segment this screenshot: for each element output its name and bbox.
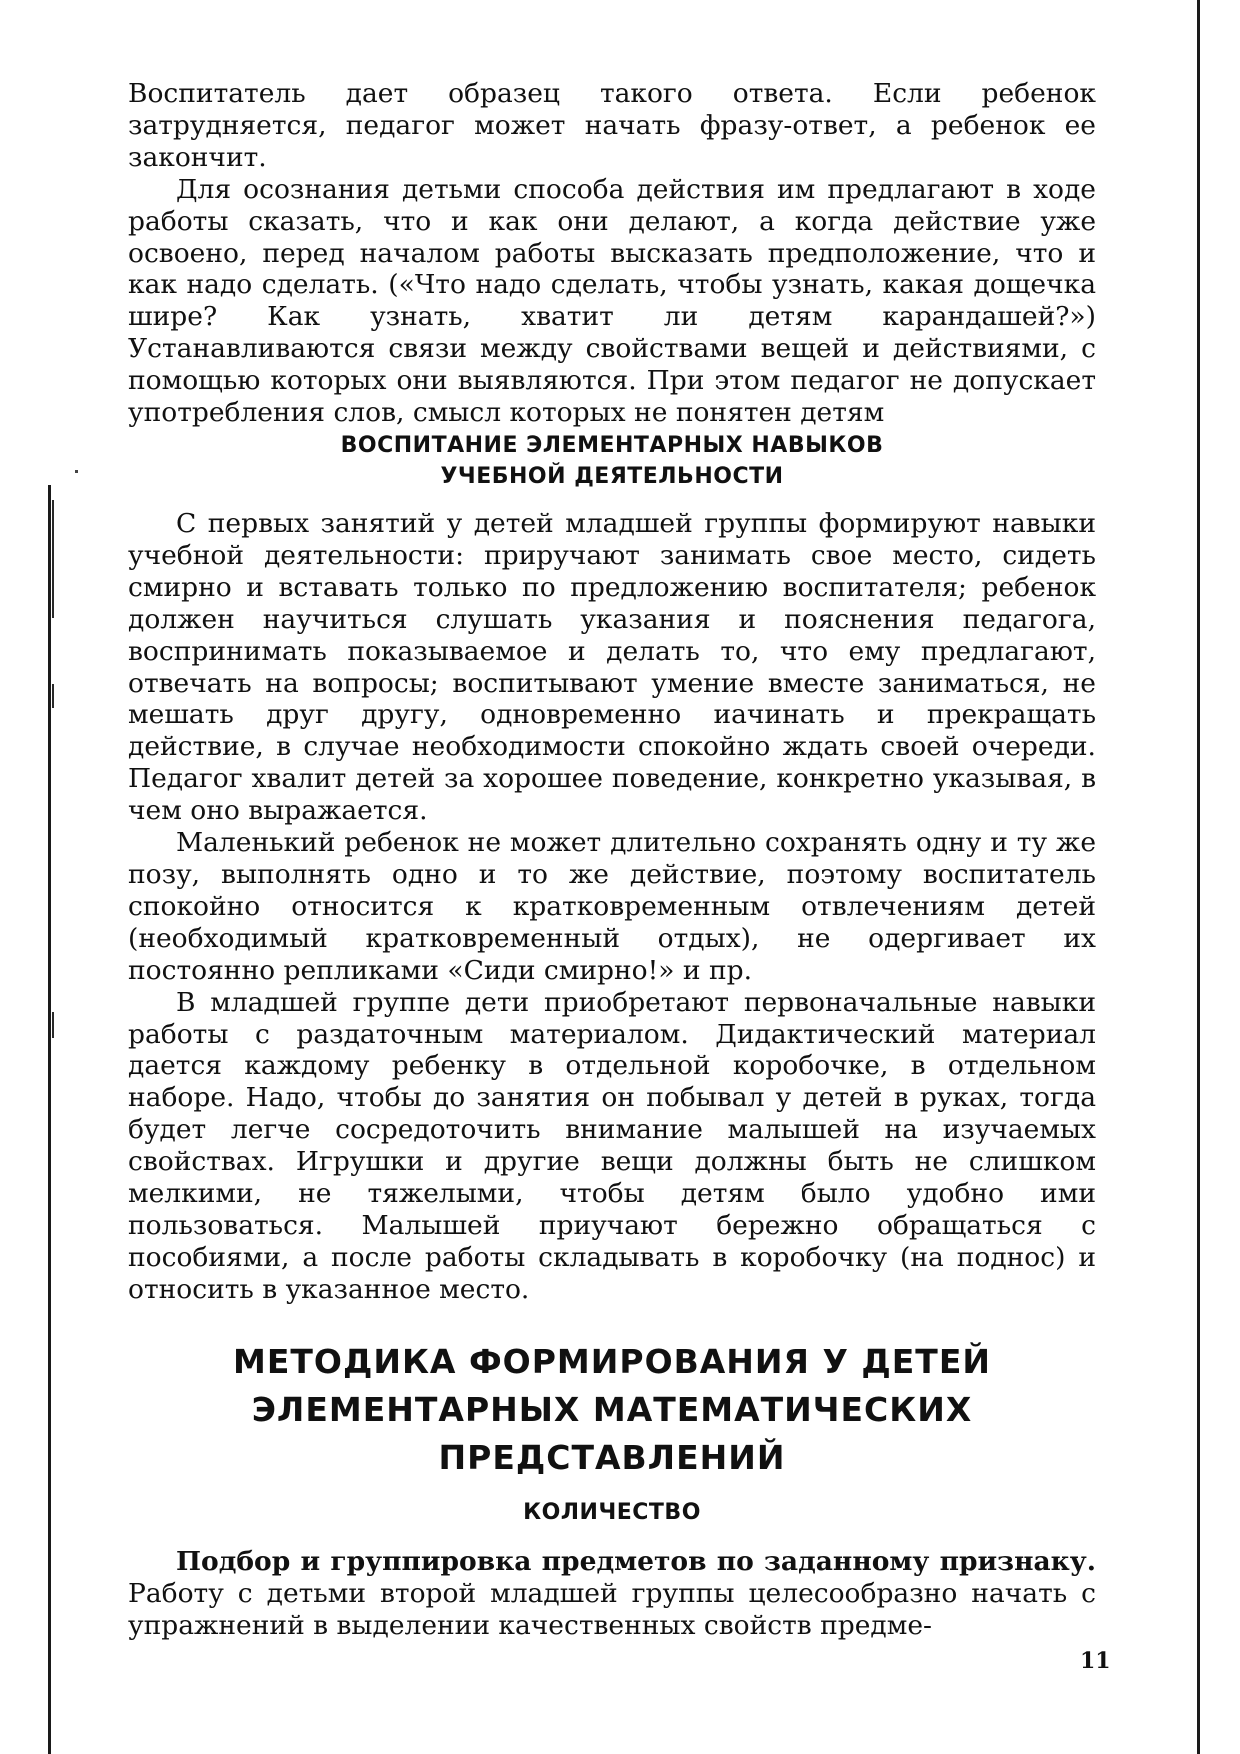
subheading-block: [128, 1497, 1096, 1528]
page-edge-left: [48, 485, 51, 1754]
chapter-title-line: ЭЛЕМЕНТАРНЫХ МАТЕМАТИЧЕСКИХ: [251, 1390, 973, 1429]
margin-mark: [52, 1012, 54, 1038]
paragraph: С первых занятий у детей младшей группы формируют навыки учебной деятельности: приручают занимать свое место, сидеть смирно и вставать только по предложению воспитателя; ребенок должен научиться слушать указания и пояснения педагога, воспринимать показываемое и делать то, что ему предлагают, отвечать на вопросы; воспитывают умение вместе заниматься, не мешать друг другу, одновременно иачинать и прекращать действие, в случае необходимости спокойно ждать своей очереди. Педагог хвалит детей за хорошее поведение, конкретно указывая, в чем оно выражается.: [128, 508, 1096, 827]
margin-dot: [75, 470, 78, 473]
chapter-title-line: ПРЕДСТАВЛЕНИЙ: [438, 1438, 786, 1477]
section-heading-line: УЧЕБНОЙ ДЕЯТЕЛЬНОСТИ: [440, 464, 784, 489]
page-number: 11: [1080, 1648, 1111, 1674]
paragraph: Воспитатель дает образец такого ответа. Если ребенок затрудняется, педагог может начать фразу-ответ, а ребенок ее закончит.: [128, 78, 1096, 173]
subheading: КОЛИЧЕСТВО: [523, 1500, 701, 1525]
margin-mark: [52, 500, 54, 618]
margin-mark: [52, 684, 54, 708]
paragraph: Маленький ребенок не может длительно сохранять одну и ту же позу, выполнять одно и то же действие, поэтому воспитатель спокойно относится к кратковременным отвлечениям детей (необходимый кратковременный отдых), не одергивает их постоянно репликами «Сиди смирно!» и пр.: [128, 827, 1096, 986]
page-edge-right: [1197, 0, 1200, 1754]
paragraph: Для осознания детьми способа действия им предлагают в ходе работы сказать, что и как они делают, а когда действие уже освоено, перед началом работы высказать предположение, что и как надо сделать. («Что надо сделать, чтобы узнать, какая дощечка шире? Как узнать, хватит ли детям карандашей?») Устанавливаются связи между свойствами вещей и действиями, с помощью которых они выявляются. При этом педагог не допускает употребления слов, смысл которых не понятен детям: [128, 173, 1096, 429]
paragraph: В младшей группе дети приобретают первоначальные навыки работы с раздаточным материалом. Дидактический материал дается каждому ребенку в отдельной коробочке, в отдельном наборе. Надо, чтобы до занятия он побывал у детей в руках, тогда будет легче сосредоточить внимание малышей на изучаемых свойствах. Игрушки и другие вещи должны быть не слишком мелкими, не тяжелыми, чтобы детям было удобно ими пользоваться. Малышей приучают бережно обращаться с пособиями, а после работы складывать в коробочку (на поднос) и относить в указанное место.: [128, 986, 1096, 1305]
section-heading-line: ВОСПИТАНИЕ ЭЛЕМЕНТАРНЫХ НАВЫКОВ: [340, 433, 884, 458]
chapter-title: [128, 1338, 1096, 1482]
chapter-title-line: МЕТОДИКА ФОРМИРОВАНИЯ У ДЕТЕЙ: [233, 1342, 991, 1381]
paragraph: [128, 1546, 1096, 1642]
section-heading: [128, 430, 1096, 492]
paragraph-text: Работу с детьми второй младшей группы целесообразно начать с упражнений в выделении качественных свойств предме-: [128, 1577, 1096, 1641]
final-text-block: [128, 1546, 1096, 1642]
section-text-block: [128, 508, 1096, 1306]
runin-heading: Подбор и группировка предметов по заданному признаку.: [176, 1546, 1096, 1577]
top-text-block: [128, 78, 1096, 429]
